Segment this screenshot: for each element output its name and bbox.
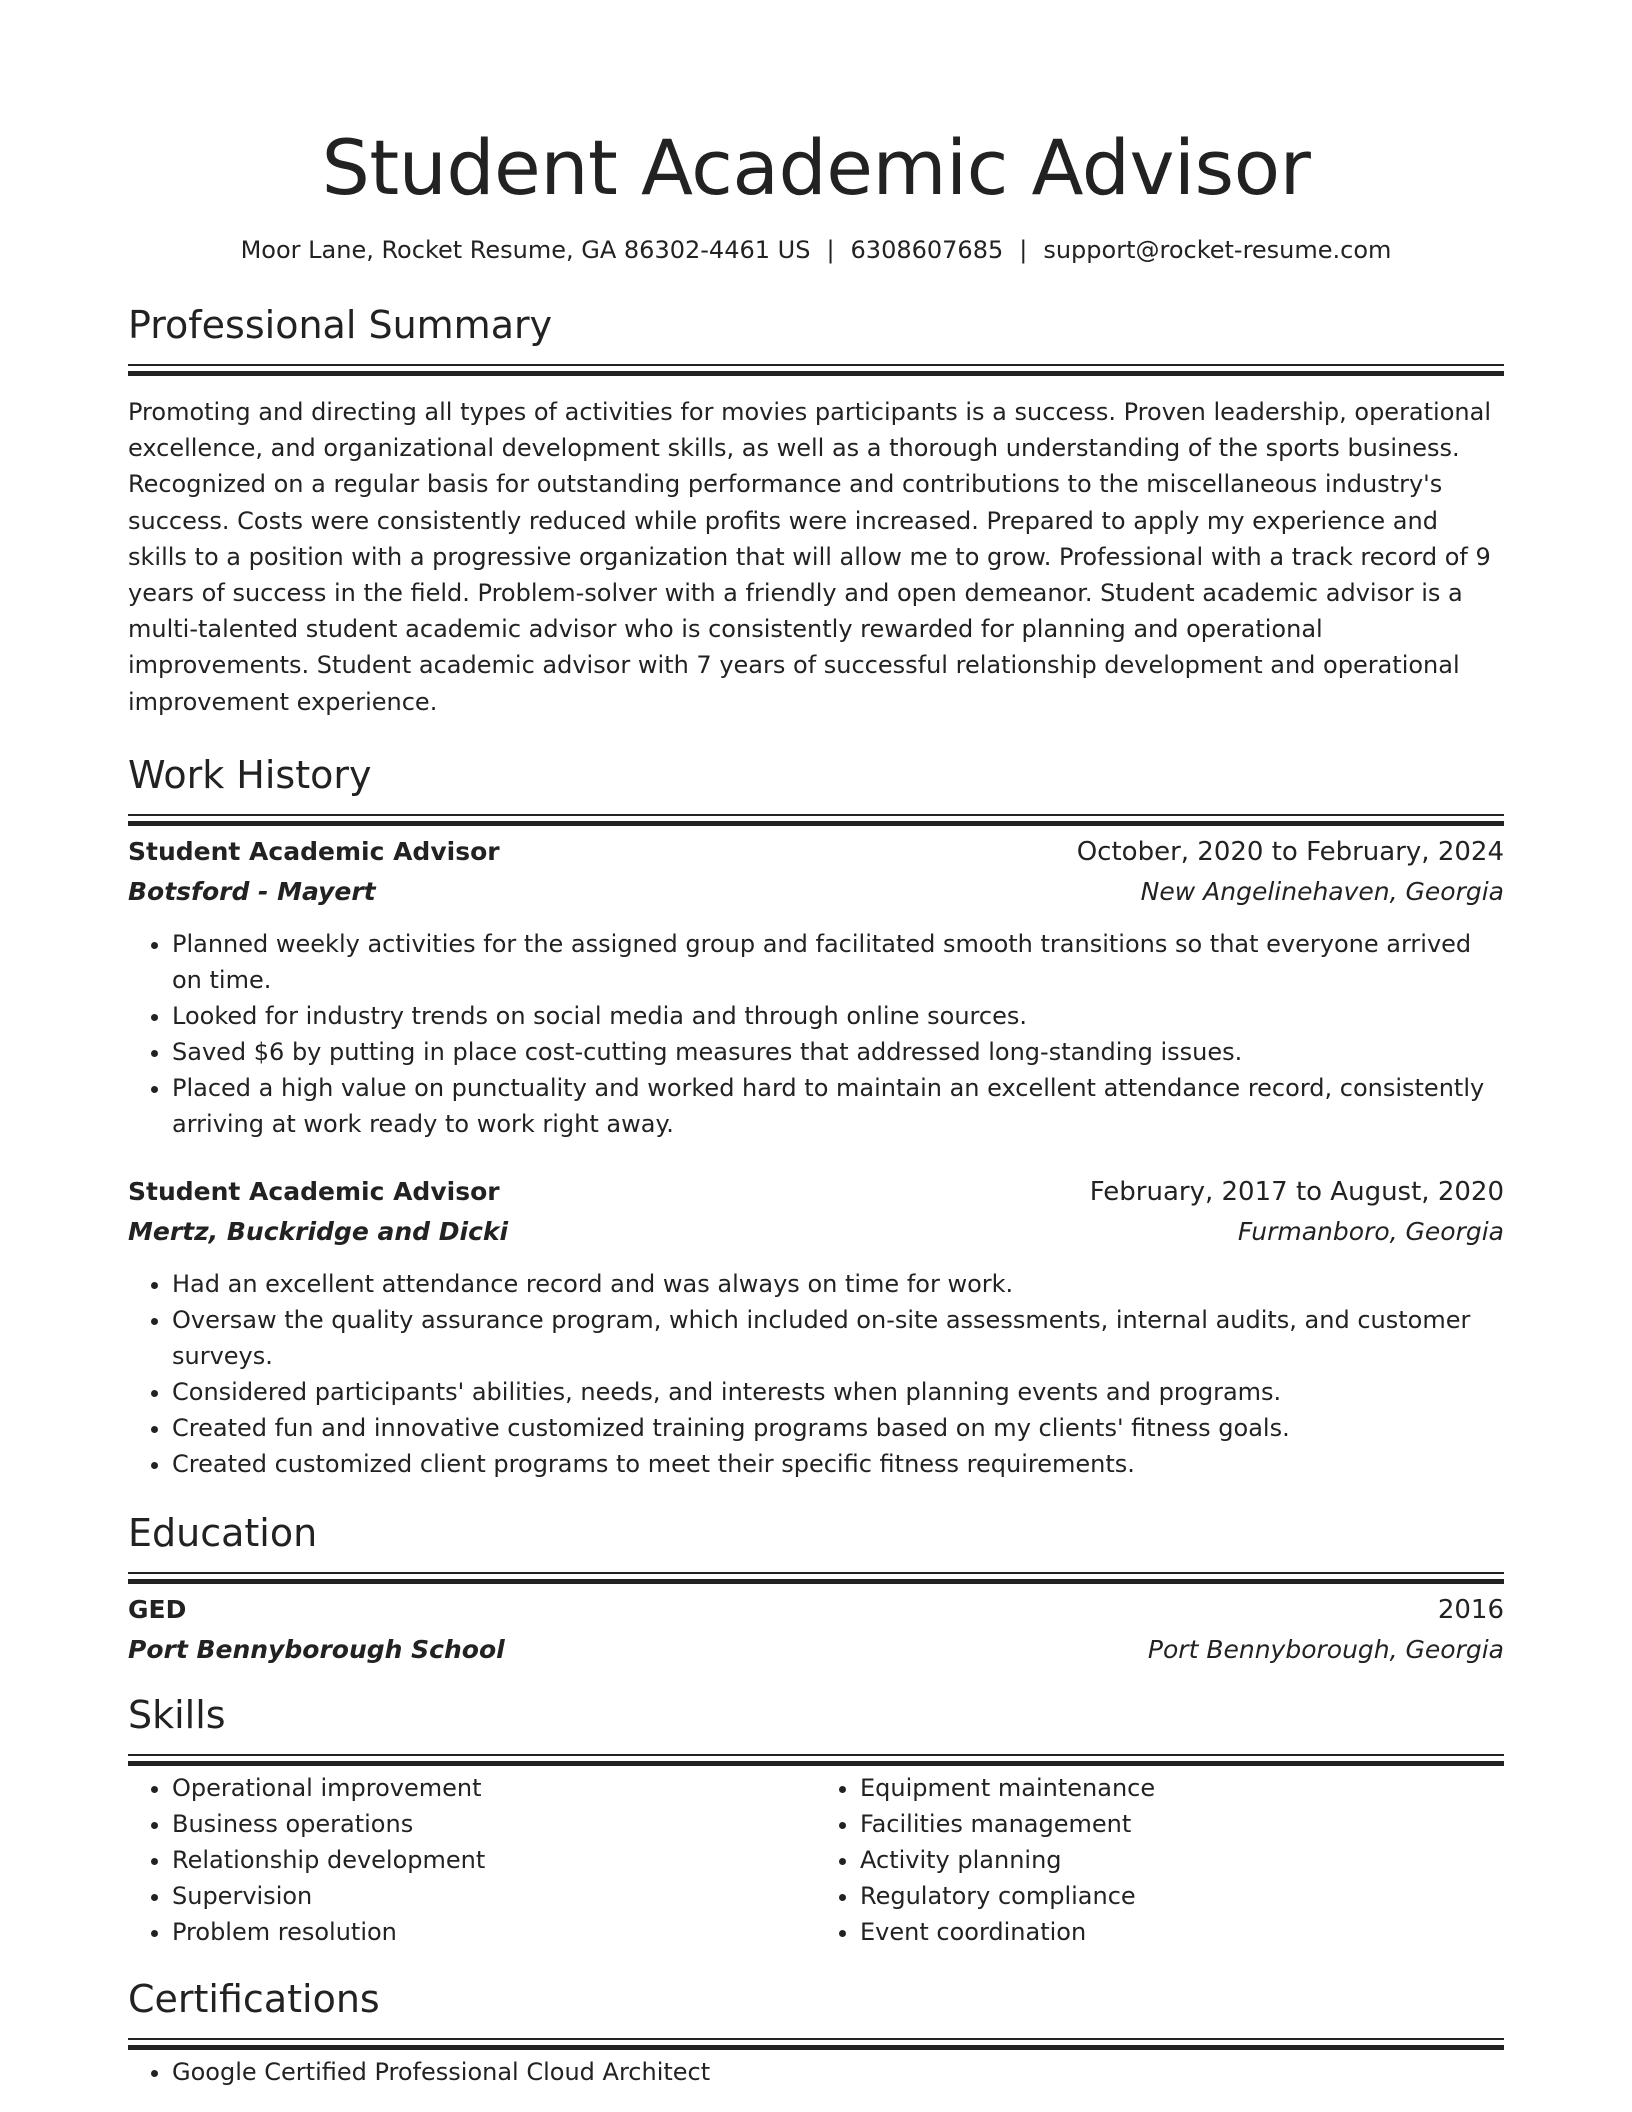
- contact-separator: |: [826, 236, 835, 264]
- list-item: • Regulatory compliance: [860, 1878, 1504, 1914]
- education-entry: [128, 1590, 1504, 1670]
- list-item: • Placed a high value on punctuality and worked hard to maintain an excellent attendance record, consistently arriving at work ready to work right away.: [172, 1070, 1504, 1142]
- job-dates: February, 2017 to August, 2020: [1089, 1176, 1504, 1207]
- resume-page: [128, 0, 1504, 2090]
- job-title: Student Academic Advisor: [128, 836, 500, 866]
- list-item: • Event coordination: [860, 1914, 1504, 1950]
- list-item: • Looked for industry trends on social media and through online sources.: [172, 998, 1504, 1034]
- section-title-skills: Skills: [128, 1692, 226, 1737]
- contact-separator: |: [1019, 236, 1028, 264]
- resume-name: Student Academic Advisor: [321, 123, 1311, 212]
- work-history-section: [128, 750, 1504, 1482]
- education-section: [128, 1508, 1504, 1670]
- job-dates: October, 2020 to February, 2024: [1076, 836, 1504, 867]
- job-bullets: [128, 1266, 1504, 1482]
- list-item: • Created customized client programs to meet their specific fitness requirements.: [172, 1446, 1504, 1482]
- section-divider: [128, 2038, 1504, 2040]
- list-item: • Business operations: [172, 1806, 816, 1842]
- contact-phone: 6308607685: [850, 236, 1004, 264]
- contact-address: Moor Lane, Rocket Resume, GA 86302-4461 US: [240, 236, 811, 264]
- education-year: 2016: [1437, 1594, 1504, 1625]
- job-entry: [128, 1172, 1504, 1482]
- summary-text: Promoting and directing all types of activities for movies participants is a success. Proven leadership, operational excellence, and organizational development skills, as well as a thorough understanding of the sports business. Recognized on a regular basis for outstanding performance and contributions to the miscellaneous industry's success. Costs were consistently reduced while profits were increased. Prepared to apply my experience and skills to a position with a progressive organization that will allow me to grow. Professional with a track record of 9 years of success in the field. Problem-solver with a friendly and open demeanor. Student academic advisor is a multi-talented student academic advisor who is consistently rewarded for planning and operational improvements. Student academic advisor with 7 years of successful relationship development and operational improvement experience.: [128, 398, 1491, 716]
- section-title-certifications: Certifications: [128, 1976, 380, 2021]
- job-title: Student Academic Advisor: [128, 1176, 500, 1206]
- certifications-list: [128, 2054, 1504, 2090]
- list-item: • Planned weekly activities for the assigned group and facilitated smooth transitions so that everyone arrived on time.: [172, 926, 1504, 998]
- list-item: • Facilities management: [860, 1806, 1504, 1842]
- list-item: • Relationship development: [172, 1842, 816, 1878]
- job-location: New Angelinehaven, Georgia: [1140, 876, 1504, 906]
- list-item: • Created fun and innovative customized training programs based on my clients' fitness goals.: [172, 1410, 1504, 1446]
- contact-email: support@rocket-resume.com: [1043, 236, 1392, 264]
- education-location: Port Bennyborough, Georgia: [1147, 1634, 1504, 1664]
- list-item: • Had an excellent attendance record and was always on time for work.: [172, 1266, 1504, 1302]
- skills-list-left: [128, 1770, 816, 1950]
- list-item: • Operational improvement: [172, 1770, 816, 1806]
- section-title-work-history: Work History: [128, 752, 372, 797]
- section-divider: [128, 364, 1504, 366]
- skills-grid: [128, 1756, 1504, 1950]
- list-item: • Saved $6 by putting in place cost-cutting measures that addressed long-standing issues.: [172, 1034, 1504, 1070]
- skills-list-right: [816, 1770, 1504, 1950]
- summary-section: [128, 300, 1504, 720]
- list-item: • Supervision: [172, 1878, 816, 1914]
- section-title-summary: Professional Summary: [128, 303, 553, 347]
- section-divider: [128, 814, 1504, 816]
- job-company: Mertz, Buckridge and Dicki: [128, 1216, 509, 1246]
- contact-line: [128, 234, 1504, 266]
- list-item: • Activity planning: [860, 1842, 1504, 1878]
- job-entry: [128, 832, 1504, 1142]
- list-item: • Equipment maintenance: [860, 1770, 1504, 1806]
- job-bullets: [128, 926, 1504, 1142]
- education-degree: GED: [128, 1594, 187, 1624]
- list-item: • Oversaw the quality assurance program, which included on-site assessments, internal audits, and customer surveys.: [172, 1302, 1504, 1374]
- section-divider: [128, 1572, 1504, 1574]
- section-title-education: Education: [128, 1510, 318, 1555]
- education-school: Port Bennyborough School: [128, 1634, 505, 1664]
- list-item: • Considered participants' abilities, needs, and interests when planning events and programs.: [172, 1374, 1504, 1410]
- section-divider: [128, 1754, 1504, 1756]
- certifications-section: [128, 1974, 1504, 2090]
- skills-section: [128, 1690, 1504, 1950]
- job-location: Furmanboro, Georgia: [1237, 1216, 1504, 1246]
- list-item: • Problem resolution: [172, 1914, 816, 1950]
- list-item: • Google Certified Professional Cloud Architect: [172, 2054, 1504, 2090]
- job-company: Botsford - Mayert: [128, 876, 376, 906]
